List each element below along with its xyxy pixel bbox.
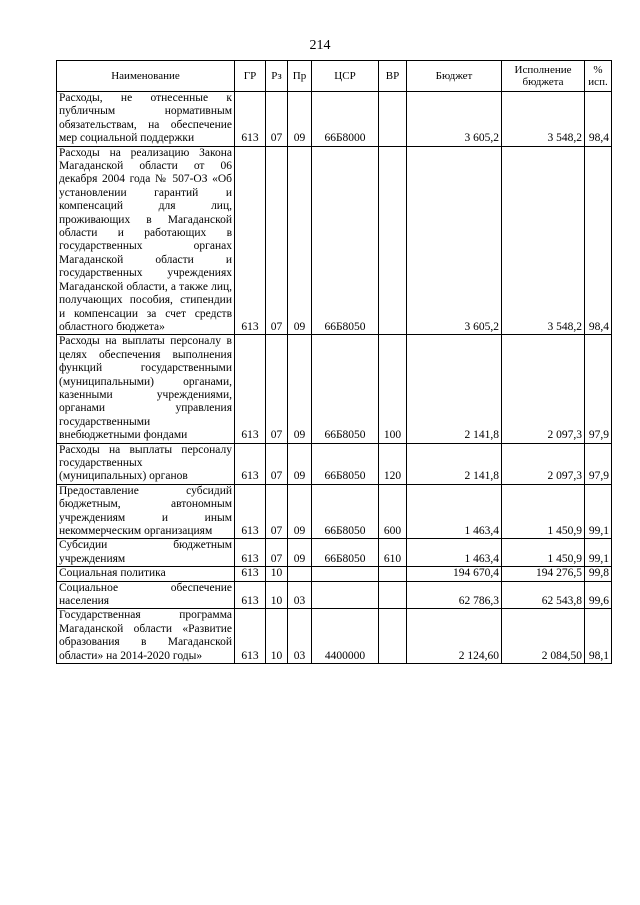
cell-rz: 07: [266, 539, 288, 567]
cell-vr: [379, 609, 407, 664]
cell-percent: 99,1: [585, 484, 612, 539]
cell-rz: 10: [266, 567, 288, 581]
cell-budget: 2 141,8: [407, 443, 502, 484]
cell-pr: 09: [288, 539, 312, 567]
cell-gr: 613: [235, 581, 266, 609]
budget-table: [56, 60, 612, 664]
cell-gr: 613: [235, 539, 266, 567]
cell-vr: [379, 581, 407, 609]
table-row: [57, 609, 612, 664]
cell-csr: 66Б8000: [312, 92, 379, 147]
cell-name: Расходы на выплаты персоналу государственных (муниципальных) органов: [57, 443, 235, 484]
cell-rz: 07: [266, 443, 288, 484]
header-vr: ВР: [379, 61, 407, 92]
header-name: Наименование: [57, 61, 235, 92]
cell-csr: 66Б8050: [312, 443, 379, 484]
cell-gr: 613: [235, 484, 266, 539]
cell-name: Расходы на выплаты персоналу в целях обеспечения выполнения функций государственными (муниципальными) органами, казенными учреждениями, органами управления государственными внебюджетными фондами: [57, 335, 235, 443]
cell-pr: 09: [288, 146, 312, 335]
header-execution: Исполнение бюджета: [502, 61, 585, 92]
cell-gr: 613: [235, 92, 266, 147]
cell-gr: 613: [235, 567, 266, 581]
page-number: 214: [309, 38, 331, 53]
cell-budget: 3 605,2: [407, 146, 502, 335]
cell-execution: 2 084,50: [502, 609, 585, 664]
cell-execution: 2 097,3: [502, 335, 585, 443]
header-budget: Бюджет: [407, 61, 502, 92]
cell-execution: 3 548,2: [502, 146, 585, 335]
cell-percent: 99,1: [585, 539, 612, 567]
cell-name: Расходы, не отнесенные к публичным нормативным обязательствам, на обеспечение мер социальной поддержки: [57, 92, 235, 147]
cell-budget: 2 141,8: [407, 335, 502, 443]
cell-rz: 07: [266, 92, 288, 147]
cell-rz: 07: [266, 146, 288, 335]
cell-name: Социальная политика: [57, 567, 235, 581]
cell-gr: 613: [235, 335, 266, 443]
cell-rz: 10: [266, 609, 288, 664]
cell-execution: 1 450,9: [502, 539, 585, 567]
cell-name: Социальное обеспечение населения: [57, 581, 235, 609]
cell-budget: 1 463,4: [407, 484, 502, 539]
cell-gr: 613: [235, 443, 266, 484]
header-gr: ГР: [235, 61, 266, 92]
table-row: [57, 146, 612, 335]
header-row: [57, 61, 612, 92]
header-rz: Рз: [266, 61, 288, 92]
cell-csr: [312, 581, 379, 609]
cell-pr: [288, 567, 312, 581]
cell-csr: [312, 567, 379, 581]
cell-csr: 66Б8050: [312, 539, 379, 567]
cell-execution: 3 548,2: [502, 92, 585, 147]
table-row: [57, 443, 612, 484]
cell-csr: 66Б8050: [312, 335, 379, 443]
cell-vr: [379, 92, 407, 147]
cell-gr: 613: [235, 146, 266, 335]
cell-name: Расходы на реализацию Закона Магаданской области от 06 декабря 2004 года № 507-ОЗ «Об установлении гарантий и компенсаций для лиц, проживающих в Магаданской области и работающих в государственных органах Магаданской области и государственных учреждениях Магаданской области, а также лиц, получающих пособия, стипендии и компенсации за счет средств областного бюджета»: [57, 146, 235, 335]
header-percent: % исп.: [585, 61, 612, 92]
cell-rz: 07: [266, 484, 288, 539]
cell-budget: 194 670,4: [407, 567, 502, 581]
cell-rz: 10: [266, 581, 288, 609]
cell-percent: 98,4: [585, 146, 612, 335]
cell-percent: 97,9: [585, 335, 612, 443]
cell-rz: 07: [266, 335, 288, 443]
table-row: [57, 581, 612, 609]
cell-vr: [379, 146, 407, 335]
cell-pr: 09: [288, 335, 312, 443]
cell-budget: 1 463,4: [407, 539, 502, 567]
table-row: [57, 539, 612, 567]
header-pr: Пр: [288, 61, 312, 92]
cell-percent: 97,9: [585, 443, 612, 484]
cell-percent: 98,1: [585, 609, 612, 664]
cell-percent: 99,6: [585, 581, 612, 609]
table-row: [57, 567, 612, 581]
cell-pr: 09: [288, 443, 312, 484]
cell-execution: 194 276,5: [502, 567, 585, 581]
cell-execution: 2 097,3: [502, 443, 585, 484]
cell-csr: 4400000: [312, 609, 379, 664]
cell-pr: 03: [288, 581, 312, 609]
table-body: [57, 92, 612, 664]
cell-vr: 600: [379, 484, 407, 539]
table-row: [57, 335, 612, 443]
cell-percent: 98,4: [585, 92, 612, 147]
cell-pr: 03: [288, 609, 312, 664]
cell-budget: 62 786,3: [407, 581, 502, 609]
cell-name: Предоставление субсидий бюджетным, автономным учреждениям и иным некоммерческим организациям: [57, 484, 235, 539]
cell-name: Государственная программа Магаданской области «Развитие образования в Магаданской области» на 2014-2020 годы»: [57, 609, 235, 664]
cell-csr: 66Б8050: [312, 484, 379, 539]
cell-execution: 62 543,8: [502, 581, 585, 609]
cell-vr: [379, 567, 407, 581]
cell-gr: 613: [235, 609, 266, 664]
cell-pr: 09: [288, 92, 312, 147]
cell-csr: 66Б8050: [312, 146, 379, 335]
cell-name: Субсидии бюджетным учреждениям: [57, 539, 235, 567]
cell-budget: 3 605,2: [407, 92, 502, 147]
table-row: [57, 92, 612, 147]
cell-vr: 610: [379, 539, 407, 567]
cell-execution: 1 450,9: [502, 484, 585, 539]
header-csr: ЦСР: [312, 61, 379, 92]
table-row: [57, 484, 612, 539]
cell-vr: 100: [379, 335, 407, 443]
cell-vr: 120: [379, 443, 407, 484]
cell-budget: 2 124,60: [407, 609, 502, 664]
cell-percent: 99,8: [585, 567, 612, 581]
cell-pr: 09: [288, 484, 312, 539]
